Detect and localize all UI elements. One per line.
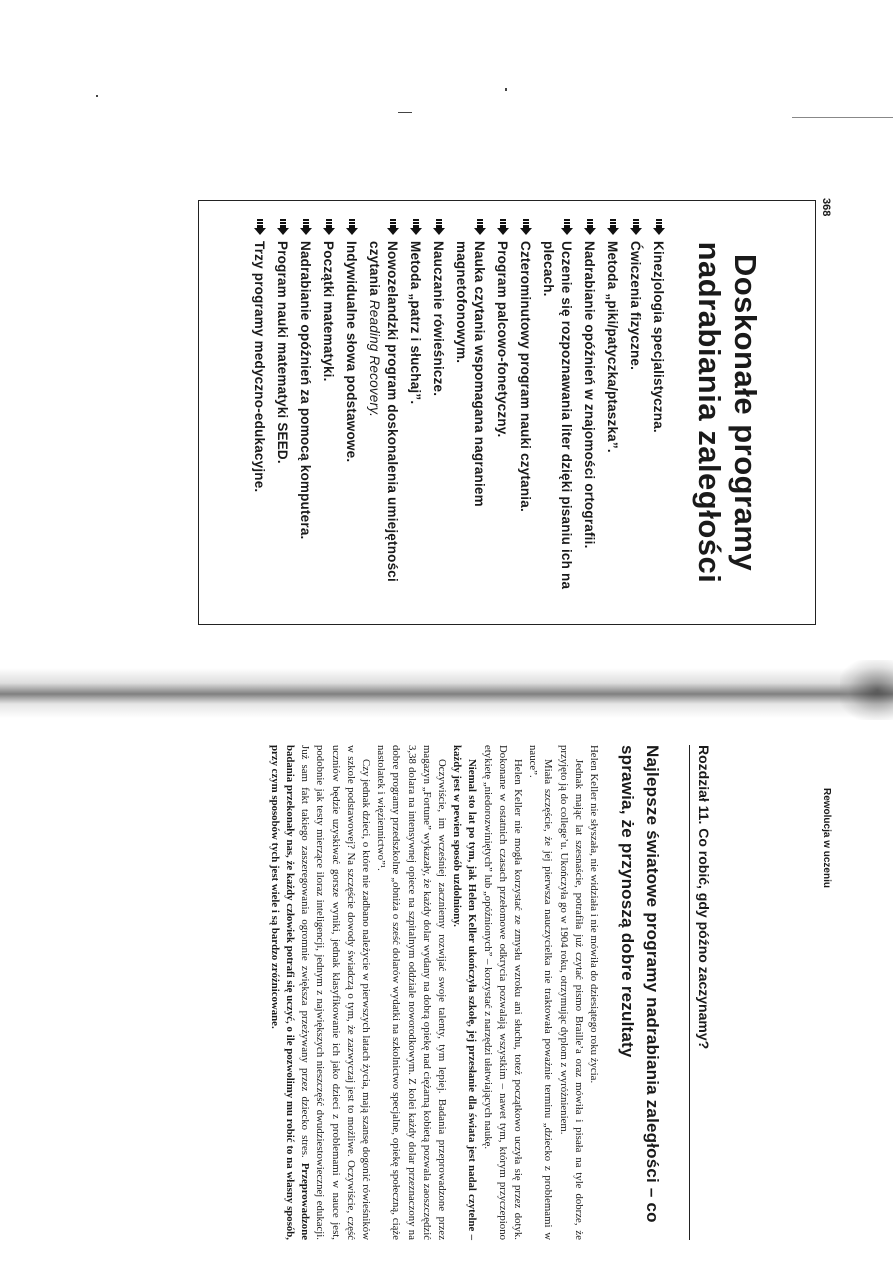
arrow-bullet-icon [276, 219, 290, 235]
stray-mark [792, 117, 893, 118]
arrow-bullet-icon [606, 219, 620, 235]
stray-mark [96, 95, 98, 97]
section-heading: Najlepsze światowe programy nadrabiania zaległości – co sprawia, że przynoszą dobre rezultaty [618, 745, 662, 1223]
list-item: Trzy programy medyczno-edukacyjne. [250, 219, 268, 624]
arrow-bullet-icon [432, 219, 446, 235]
list-item: Nauka czytania wspomagana nagraniem magnetofonowym. [452, 219, 488, 624]
arrow-bullet-icon [386, 219, 400, 235]
box-title-line1: Doskonałe programy [728, 253, 763, 572]
page-number: 368 [820, 198, 832, 217]
box-title-line2: nadrabiania zaległości [692, 241, 727, 584]
paragraph: Czy jednak dzieci, o które nie zadbano należycie w pierwszych latach życia, mają szansę dogonić rówieśników w szkole podstawowej? Na szczęście dowody świadczą o tym, że zazwyczaj jest to możliwe. Oczywiście, część uczniów będzie uzyskiwać gorsze wyniki, jednak klasyfikowanie ich jako dzieci z problemami w nauce jest, podobnie jak testy mierzące iloraz inteligencji, jednym z największych nieszczęść dwudziestowiecznej edukacji. Już sam fakt takiego zaszeregowania ogromnie zwiększa przeżywany przez dziecko stres. Przeprowadzone badania przekonały nas, że każdy człowiek potrafi się uczyć, o ile pozwolimy mu robić to na własny sposób, przy czym sposobów tych jest wiele i są bardzo zróżnicowane. [268, 745, 372, 1240]
list-item: Nadrabianie opóźnień za pomocą komputera. [296, 219, 314, 624]
programs-box [198, 200, 816, 625]
arrow-bullet-icon [560, 219, 574, 235]
binding-shadow-corner [840, 660, 893, 720]
stray-mark [505, 88, 507, 91]
list-item: Metoda „patrz i słuchaj”. [406, 219, 424, 624]
paragraph: Helen Keller nie słyszała, nie widziała i nie mówiła do dziesiątego roku życia. [588, 745, 600, 1084]
list-item: Ćwiczenia fizyczne. [626, 219, 644, 624]
list-item: Indywidualne słowa podstawowe. [342, 219, 360, 624]
list-item: Uczenie się rozpoznawania liter dzięki pisaniu ich na plecach. [539, 219, 575, 624]
programs-list [250, 219, 667, 624]
arrow-bullet-icon [322, 219, 336, 235]
arrow-bullet-icon [519, 219, 533, 235]
arrow-bullet-icon [496, 219, 510, 235]
list-item: Początki matematyki. [319, 219, 337, 624]
chapter-heading: Rozdział 11. Co robić, gdy późno zaczynamy? [689, 745, 712, 1240]
list-item: Metoda „piki/patyczka/ptaszka”. [603, 219, 621, 624]
paragraph-bold: Niemal sto lat po tym, jak Helen Keller ukończyła szkołę, jej przesłanie dla świata jest nadal czytelne – każdy jest w pewien sposób uzdolniony. [451, 745, 479, 1240]
arrow-bullet-icon [299, 219, 313, 235]
list-item: Nadrabianie opóźnień w znajomości ortografii. [580, 219, 598, 624]
paragraph: Miała szczęście, że jej pierwsza nauczycielka nie traktowała poważnie terminu „dziecko z problemami w nauce”. [527, 745, 555, 1240]
box-title [691, 201, 763, 624]
paragraph: Jednak mając lat szesnaście, potrafiła już czytać pismo Braille’a oraz mówiła i pisała na tyle dobrze, że przyjęto ją do college’u. Ukończyła go w 1904 roku, otrzymując dyplom z wyróżnieniem. [557, 745, 585, 1240]
arrow-bullet-icon [652, 219, 666, 235]
arrow-bullet-icon [253, 219, 267, 235]
paragraph: Oczywiście, im wcześniej zaczniemy rozwijać swoje talenty, tym lepiej. Badania przeprowadzone przez magazyn „Fortune” wykazały, że każdy dolar wydany na dobrą opiekę nad ciężarną kobietą pozwala zaoszczędzić 3,38 dolara na intensywnej opiece na szpitalnym oddziale noworodkowym. Z kolei każdy dolar przeznaczony na dobre programy przedszkolne „obniża o sześć dolarów wydatki na szkolnictwo specjalne, opiekę społeczną, ciąże nastolatek i więziennictwo”¹. [375, 745, 448, 1240]
list-item: Nauczanie rówieśnicze. [429, 219, 447, 624]
arrow-bullet-icon [473, 219, 487, 235]
list-item: Program palcowo-fonetyczny. [493, 219, 511, 624]
arrow-bullet-icon [629, 219, 643, 235]
list-item: Kinezjologia specjalistyczna. [649, 219, 667, 624]
binding-shadow [0, 668, 893, 718]
stray-mark [398, 112, 412, 113]
article [52, 745, 712, 1240]
list-item: Nowozelandzki program doskonalenia umiejętności czytania Reading Recovery. [365, 219, 401, 624]
running-title: Rewolucja w uczeniu [821, 787, 832, 888]
list-item: Czterominutowy program nauki czytania. [516, 219, 534, 624]
arrow-bullet-icon [409, 219, 423, 235]
list-item: Program nauki matematyki SEED. [273, 219, 291, 624]
arrow-bullet-icon [345, 219, 359, 235]
arrow-bullet-icon [583, 219, 597, 235]
paragraph: Helen Keller nie mogła korzystać ze zmysłu wzroku ani słuchu, toteż początkowo uczyła się przez dotyk. Dokonane w ostatnich czasach przełomowe odkrycia pozwalają wszystkim – nawet tym, którym przyczepiono etykietę „niedorozwiniętych” lub „opóźnionych” – korzystać z narzędzi ułatwiających naukę. [481, 745, 524, 1240]
